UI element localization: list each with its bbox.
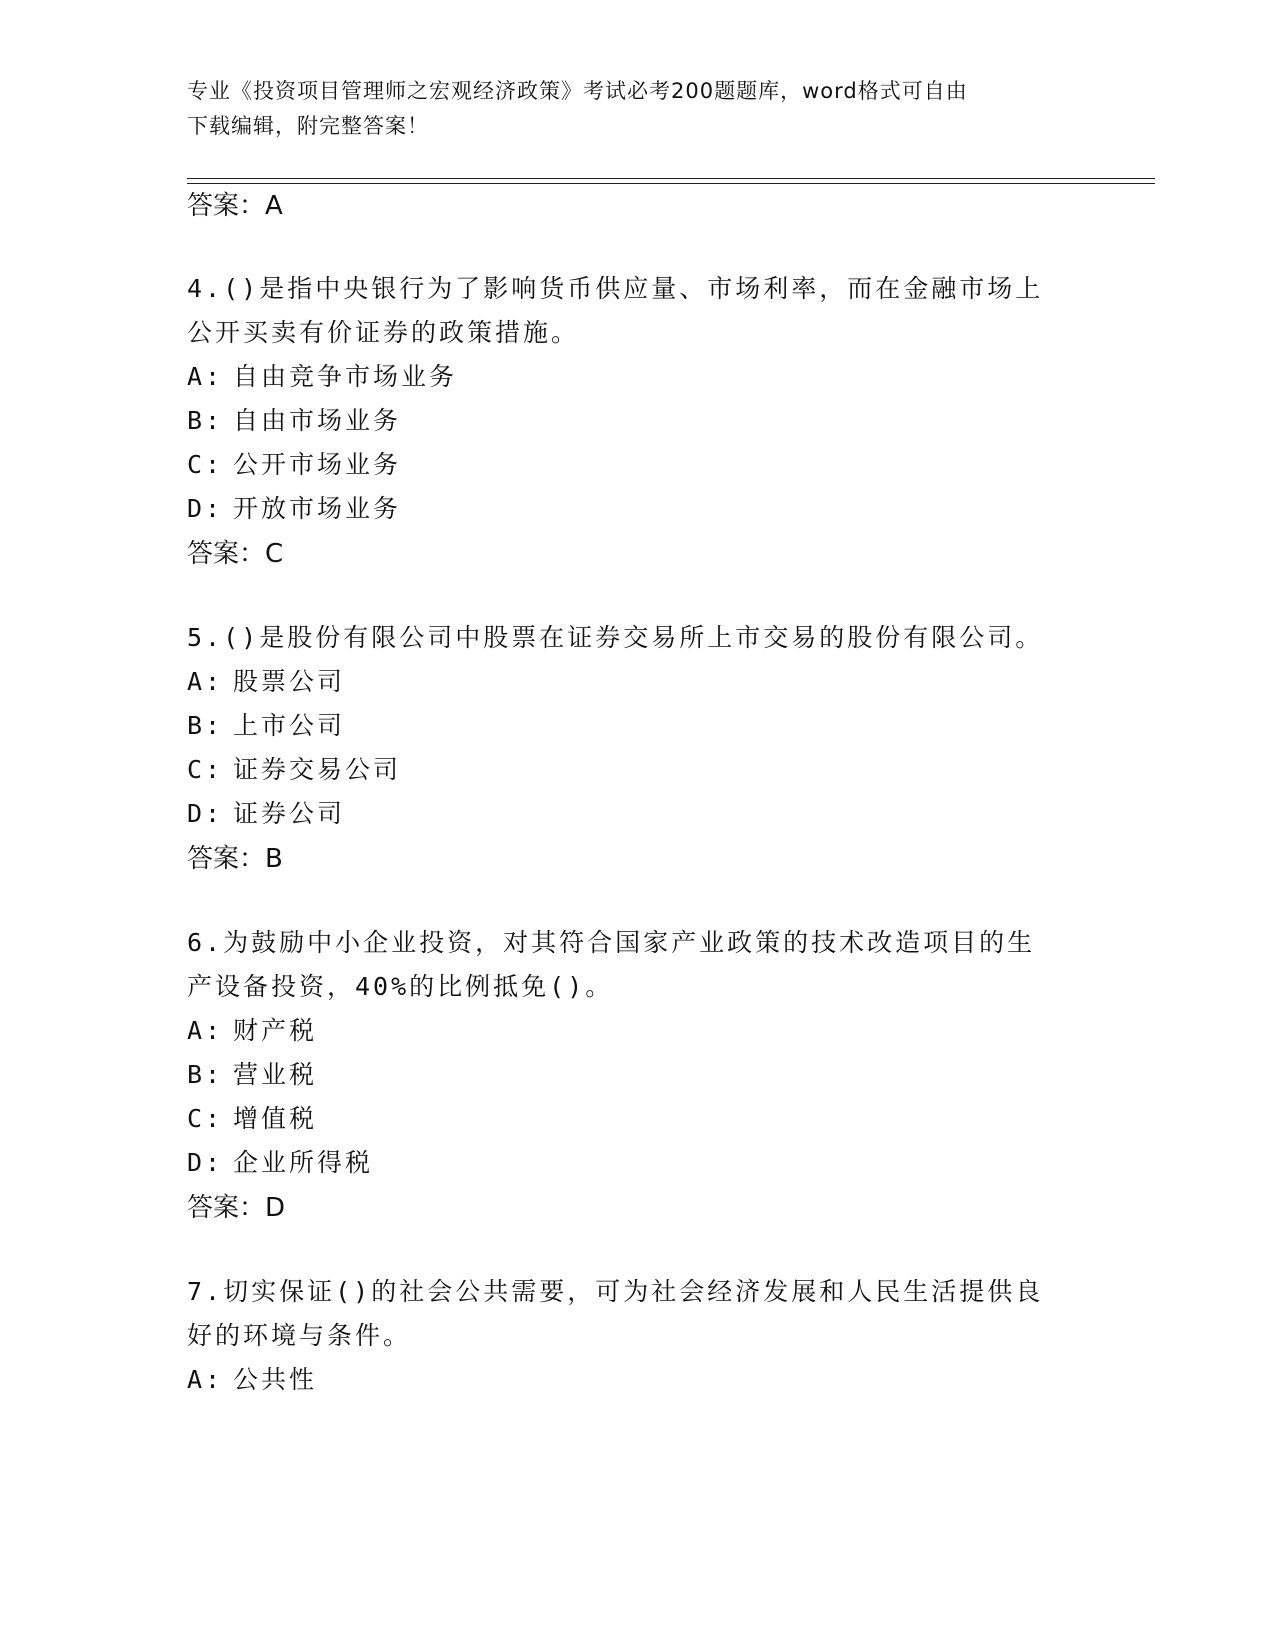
question-5-option-a bbox=[187, 666, 345, 698]
question-6-stem-line-1: 6.为鼓励中小企业投资，对其符合国家产业政策的技术改造项目的生 bbox=[187, 928, 1036, 957]
question-7-stem-line-2: 好的环境与条件。 bbox=[187, 1321, 412, 1350]
question-5-stem-line-1: 5.()是股份有限公司中股票在证券交易所上市交易的股份有限公司。 bbox=[187, 623, 1044, 652]
question-7-option-a bbox=[187, 1364, 317, 1396]
option-text: 证券交易公司 bbox=[233, 755, 402, 784]
question-4-option-b bbox=[187, 405, 401, 437]
option-letter: B: bbox=[187, 711, 224, 740]
option-letter: D: bbox=[187, 1148, 224, 1177]
header-line-2: 下载编辑，附完整答案！ bbox=[187, 114, 429, 138]
question-6-option-d bbox=[187, 1147, 373, 1179]
option-letter: C: bbox=[187, 755, 224, 784]
answer-previous: 答案：A bbox=[187, 191, 283, 221]
question-6-stem-line-2: 产设备投资，40%的比例抵免()。 bbox=[187, 972, 614, 1001]
option-letter: D: bbox=[187, 799, 224, 828]
document-header bbox=[187, 74, 1067, 144]
option-text: 财产税 bbox=[233, 1016, 318, 1045]
question-5-option-b bbox=[187, 710, 345, 742]
question-6-option-c bbox=[187, 1103, 317, 1135]
question-4-option-d bbox=[187, 493, 401, 525]
question-5-option-d bbox=[187, 798, 345, 830]
option-text: 开放市场业务 bbox=[233, 494, 402, 523]
option-text: 自由竞争市场业务 bbox=[233, 362, 458, 391]
question-7-stem-line-1: 7.切实保证()的社会公共需要，可为社会经济发展和人民生活提供良 bbox=[187, 1277, 1044, 1306]
option-text: 公开市场业务 bbox=[233, 450, 402, 479]
question-5-answer: 答案：B bbox=[187, 844, 283, 874]
option-text: 自由市场业务 bbox=[233, 406, 402, 435]
option-letter: B: bbox=[187, 406, 224, 435]
option-letter: C: bbox=[187, 450, 224, 479]
option-text: 证券公司 bbox=[233, 799, 346, 828]
option-text: 企业所得税 bbox=[233, 1148, 374, 1177]
option-letter: A: bbox=[187, 362, 224, 391]
header-divider-top bbox=[187, 178, 1155, 179]
header-divider-bottom bbox=[187, 183, 1155, 184]
question-6-option-b bbox=[187, 1059, 317, 1091]
question-4-option-a bbox=[187, 361, 457, 393]
question-4-option-c bbox=[187, 449, 401, 481]
option-letter: A: bbox=[187, 1016, 224, 1045]
option-letter: C: bbox=[187, 1104, 224, 1133]
option-letter: D: bbox=[187, 494, 224, 523]
option-text: 上市公司 bbox=[233, 711, 346, 740]
option-letter: A: bbox=[187, 667, 224, 696]
option-text: 公共性 bbox=[233, 1365, 318, 1394]
option-letter: A: bbox=[187, 1365, 224, 1394]
question-6-option-a bbox=[187, 1015, 317, 1047]
header-line-1: 专业《投资项目管理师之宏观经济政策》考试必考200题题库，word格式可自由 bbox=[187, 79, 968, 103]
question-4-answer: 答案：C bbox=[187, 539, 284, 569]
question-6-answer: 答案：D bbox=[187, 1193, 286, 1223]
question-5-option-c bbox=[187, 754, 401, 786]
option-text: 营业税 bbox=[233, 1060, 318, 1089]
question-4-stem-line-2: 公开买卖有价证券的政策措施。 bbox=[187, 318, 580, 347]
option-text: 增值税 bbox=[233, 1104, 318, 1133]
option-text: 股票公司 bbox=[233, 667, 346, 696]
question-4-stem-line-1: 4.()是指中央银行为了影响货币供应量、市场利率，而在金融市场上 bbox=[187, 274, 1044, 303]
option-letter: B: bbox=[187, 1060, 224, 1089]
